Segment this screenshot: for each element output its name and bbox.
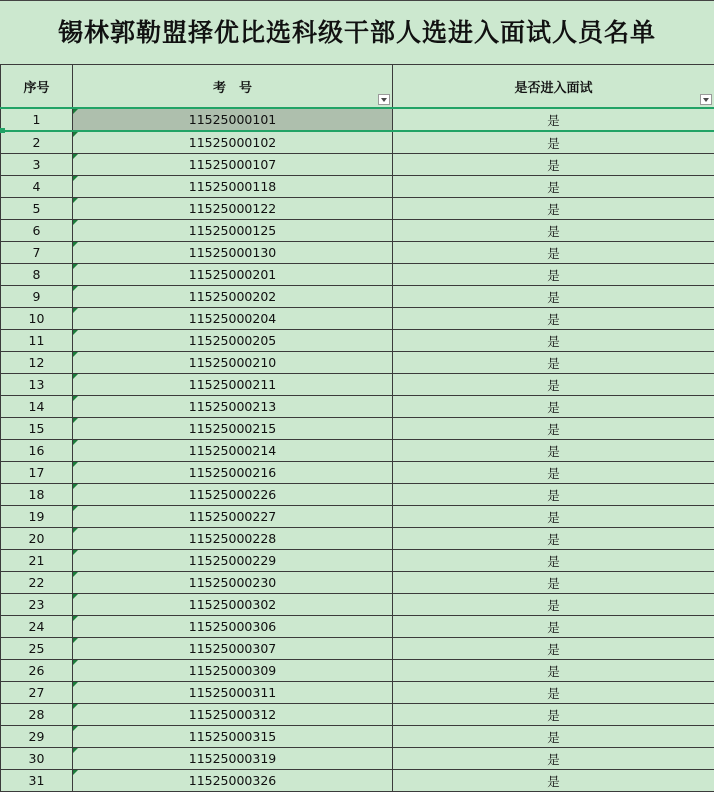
table-row [1,286,714,308]
interview-cell[interactable]: 是 [393,748,714,770]
seq-cell[interactable]: 5 [1,198,73,220]
cell-text: 11525000319 [189,751,276,766]
error-triangle-icon [73,704,78,709]
error-triangle-icon [73,616,78,621]
seq-cell[interactable]: 16 [1,440,73,462]
table-row [1,726,714,748]
table-row [1,264,714,286]
exam-no-cell[interactable] [73,198,393,220]
seq-cell[interactable]: 14 [1,396,73,418]
interview-cell[interactable]: 是 [393,484,714,506]
exam-no-cell[interactable] [73,440,393,462]
cell-text: 11525000229 [189,553,276,568]
filter-dropdown-icon[interactable] [700,94,712,105]
exam-no-cell[interactable] [73,330,393,352]
cell-text: 11525000125 [189,223,276,238]
seq-cell[interactable]: 17 [1,462,73,484]
interview-cell[interactable]: 是 [393,550,714,572]
cell-text: 11525000227 [189,509,276,524]
error-triangle-icon [73,572,78,577]
interview-cell[interactable]: 是 [393,572,714,594]
seq-cell[interactable]: 31 [1,770,73,792]
cell-text: 11525000101 [189,112,276,127]
seq-cell[interactable]: 10 [1,308,73,330]
exam-no-cell[interactable] [73,352,393,374]
interview-cell[interactable]: 是 [393,352,714,374]
table-row [1,330,714,352]
table-row [1,220,714,242]
interview-cell[interactable]: 是 [393,131,714,154]
interview-cell[interactable]: 是 [393,242,714,264]
interview-cell[interactable]: 是 [393,440,714,462]
cell-text: 11525000306 [189,619,276,634]
seq-cell[interactable]: 23 [1,594,73,616]
error-triangle-icon [73,418,78,423]
error-triangle-icon [73,242,78,247]
cell-text: 11525000204 [189,311,276,326]
exam-no-cell[interactable] [73,308,393,330]
cell-text: 11525000309 [189,663,276,678]
cell-text: 11525000228 [189,531,276,546]
exam-no-cell[interactable] [73,726,393,748]
table-row [1,308,714,330]
seq-cell[interactable]: 24 [1,616,73,638]
exam-no-cell[interactable] [73,286,393,308]
exam-no-cell[interactable] [73,462,393,484]
exam-no-cell[interactable] [73,242,393,264]
table-row [1,418,714,440]
error-triangle-icon [73,770,78,775]
exam-no-cell[interactable] [73,748,393,770]
exam-no-cell[interactable] [73,131,393,154]
cell-text: 11525000213 [189,399,276,414]
cell-text: 11525000315 [189,729,276,744]
seq-cell[interactable]: 6 [1,220,73,242]
cell-text: 11525000216 [189,465,276,480]
table-row [1,528,714,550]
interview-cell[interactable]: 是 [393,308,714,330]
table-row [1,462,714,484]
exam-no-cell[interactable] [73,374,393,396]
error-triangle-icon [73,462,78,467]
error-triangle-icon [73,748,78,753]
table-row [1,396,714,418]
seq-cell[interactable]: 3 [1,154,73,176]
cell-text: 11525000202 [189,289,276,304]
interview-cell[interactable]: 是 [393,374,714,396]
table-row [1,550,714,572]
cell-text: 11525000205 [189,333,276,348]
cell-text: 11525000215 [189,421,276,436]
interview-cell[interactable]: 是 [393,506,714,528]
exam-no-cell[interactable] [73,506,393,528]
interview-cell[interactable]: 是 [393,198,714,220]
error-triangle-icon [73,154,78,159]
interview-cell[interactable]: 是 [393,264,714,286]
exam-no-cell[interactable] [73,528,393,550]
seq-cell[interactable]: 19 [1,506,73,528]
interview-cell[interactable]: 是 [393,770,714,792]
cell-text: 11525000307 [189,641,276,656]
cell-text: 11525000118 [189,179,276,194]
seq-cell[interactable]: 11 [1,330,73,352]
exam-no-cell[interactable] [73,594,393,616]
interview-cell[interactable]: 是 [393,594,714,616]
seq-cell[interactable]: 21 [1,550,73,572]
error-triangle-icon [73,132,78,137]
seq-cell[interactable]: 13 [1,374,73,396]
error-triangle-icon [73,176,78,181]
error-triangle-icon [73,506,78,511]
table-row [1,154,714,176]
error-triangle-icon [73,286,78,291]
table-row [1,440,714,462]
seq-cell[interactable]: 26 [1,660,73,682]
table-row [1,242,714,264]
interview-cell[interactable]: 是 [393,330,714,352]
exam-no-cell[interactable] [73,484,393,506]
error-triangle-icon [73,198,78,203]
cell-text: 11525000312 [189,707,276,722]
cell-text: 11525000214 [189,443,276,458]
seq-cell[interactable]: 8 [1,264,73,286]
exam-no-cell[interactable] [73,616,393,638]
seq-cell[interactable]: 29 [1,726,73,748]
seq-cell[interactable]: 7 [1,242,73,264]
error-triangle-icon [73,594,78,599]
cell-text: 11525000107 [189,157,276,172]
cell-text: 11525000130 [189,245,276,260]
table-row [1,572,714,594]
seq-cell[interactable]: 9 [1,286,73,308]
interview-cell[interactable]: 是 [393,616,714,638]
exam-no-cell[interactable] [73,264,393,286]
seq-cell[interactable]: 4 [1,176,73,198]
seq-cell[interactable]: 1 [1,108,73,131]
cell-text: 11525000210 [189,355,276,370]
table-row [1,352,714,374]
table-row [1,131,714,154]
seq-cell[interactable]: 30 [1,748,73,770]
cell-text: 11525000102 [189,135,276,150]
header-seq[interactable]: 序号 [1,65,73,109]
exam-no-cell[interactable] [73,176,393,198]
title-row[interactable] [0,0,714,64]
error-triangle-icon [73,682,78,687]
table-row [1,704,714,726]
error-triangle-icon [73,352,78,357]
table-row [1,748,714,770]
seq-cell[interactable]: 28 [1,704,73,726]
seq-cell[interactable]: 25 [1,638,73,660]
header-row [1,65,714,109]
interview-cell[interactable]: 是 [393,220,714,242]
selection-fill-handle[interactable] [0,128,5,133]
error-triangle-icon [73,660,78,665]
interview-cell[interactable]: 是 [393,682,714,704]
exam-no-cell[interactable] [73,572,393,594]
seq-cell[interactable]: 12 [1,352,73,374]
interview-cell[interactable]: 是 [393,638,714,660]
interview-cell[interactable]: 是 [393,726,714,748]
table-row [1,176,714,198]
header-exam-no[interactable]: 考 号 [73,65,393,109]
exam-no-cell[interactable] [73,682,393,704]
cell-text: 11525000201 [189,267,276,282]
error-triangle-icon [73,109,78,114]
exam-no-cell[interactable] [73,418,393,440]
seq-cell[interactable]: 20 [1,528,73,550]
interview-cell[interactable]: 是 [393,108,714,131]
table-row [1,682,714,704]
error-triangle-icon [73,220,78,225]
error-triangle-icon [73,638,78,643]
error-triangle-icon [73,264,78,269]
exam-no-cell[interactable] [73,154,393,176]
interview-cell[interactable]: 是 [393,528,714,550]
table-row [1,108,714,131]
header-interview[interactable]: 是否进入面试 [393,65,714,109]
table-row [1,484,714,506]
error-triangle-icon [73,396,78,401]
error-triangle-icon [73,440,78,445]
table-row [1,770,714,792]
data-table [0,64,714,792]
exam-no-cell[interactable] [73,660,393,682]
exam-no-cell[interactable] [73,108,393,131]
table-row [1,616,714,638]
error-triangle-icon [73,308,78,313]
exam-no-cell[interactable] [73,220,393,242]
cell-text: 11525000226 [189,487,276,502]
table-row [1,198,714,220]
cell-text: 11525000311 [189,685,276,700]
table-row [1,594,714,616]
cell-text: 11525000326 [189,773,276,788]
error-triangle-icon [73,374,78,379]
error-triangle-icon [73,550,78,555]
seq-cell[interactable]: 22 [1,572,73,594]
interview-cell[interactable]: 是 [393,286,714,308]
cell-text: 11525000122 [189,201,276,216]
table-row [1,506,714,528]
cell-text: 11525000302 [189,597,276,612]
error-triangle-icon [73,484,78,489]
exam-no-cell[interactable] [73,550,393,572]
seq-cell[interactable]: 27 [1,682,73,704]
cell-text: 11525000230 [189,575,276,590]
exam-no-cell[interactable] [73,396,393,418]
interview-cell[interactable]: 是 [393,396,714,418]
exam-no-cell[interactable] [73,704,393,726]
seq-cell[interactable]: 2 [1,131,73,154]
interview-cell[interactable]: 是 [393,660,714,682]
interview-cell[interactable]: 是 [393,176,714,198]
seq-cell[interactable]: 15 [1,418,73,440]
interview-cell[interactable]: 是 [393,418,714,440]
seq-cell[interactable]: 18 [1,484,73,506]
interview-cell[interactable]: 是 [393,704,714,726]
interview-cell[interactable]: 是 [393,154,714,176]
table-row [1,638,714,660]
interview-cell[interactable]: 是 [393,462,714,484]
error-triangle-icon [73,528,78,533]
table-row [1,660,714,682]
table-row [1,374,714,396]
filter-dropdown-icon[interactable] [378,94,390,105]
exam-no-cell[interactable] [73,638,393,660]
exam-no-cell[interactable] [73,770,393,792]
error-triangle-icon [73,330,78,335]
cell-text: 11525000211 [189,377,276,392]
error-triangle-icon [73,726,78,731]
sheet-title: 锡林郭勒盟择优比选科级干部人选进入面试人员名单 [58,13,656,49]
